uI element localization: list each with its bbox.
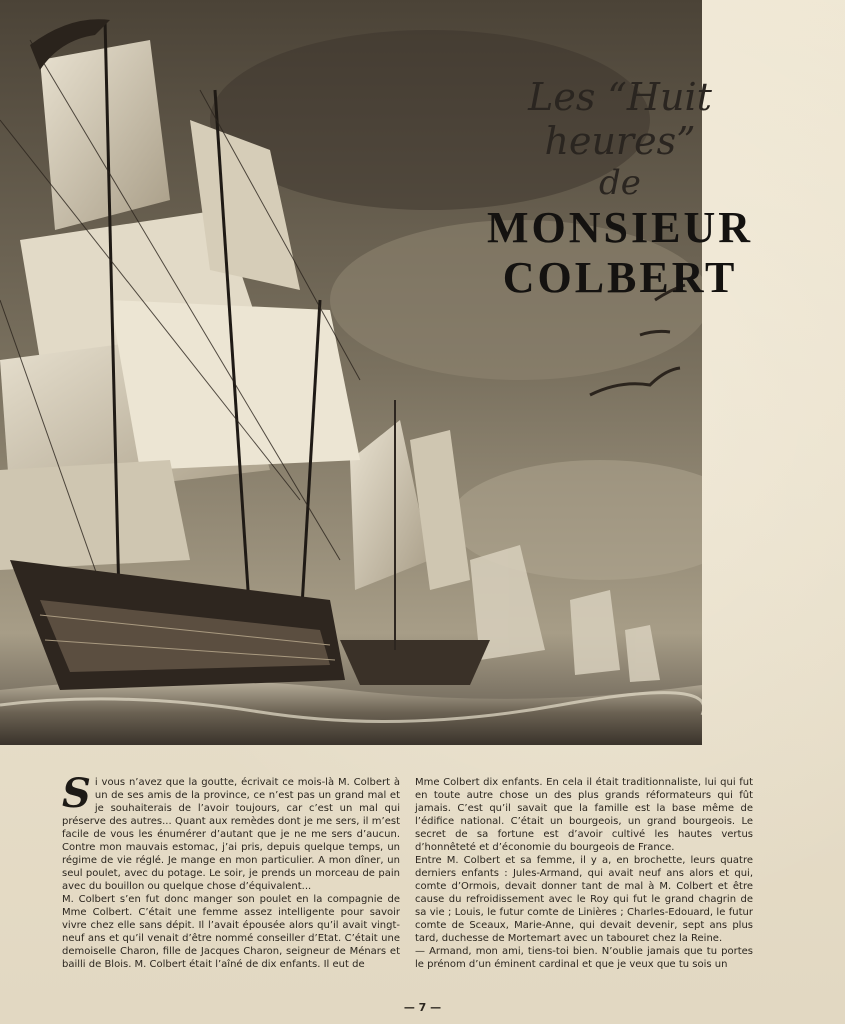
article-column-left — [62, 770, 400, 971]
paragraph: Mme Colbert dix enfants. En cela il était traditionnaliste, lui qui fut en toute autre chose un des plus grands réformateurs qui fût jamais. C’est qu’il savait que la famille est la base même de l’édifice national. C’était un bourgeois, un grand bourgeois. Le secret de sa fortune est d’avoir cultivé les hautes vertus d’honnêteté et d’économie du bourgeois de France. — [415, 777, 753, 853]
paragraph: Entre M. Colbert et sa femme, il y a, en brochette, leurs quatre derniers enfants : Jules-Armand, qui avait neuf ans alors et qui, comte d’Ormois, devait donner tant de mal à M. Colbert et être cause du refroidissement avec le Roy qui fut le grand chagrin de sa vie ; Louis, le futur comte de Linières ; Charles-Edouard, le futur comte de Sceaux, Marie-Anne, qui devait devenir, sept ans plus tard, duchesse de Mortemart avec un tabouret chez la Reine. — [415, 855, 753, 944]
drop-cap: S — [62, 770, 91, 817]
article-title — [470, 75, 770, 303]
page-number: — 7 — — [403, 1001, 442, 1014]
title-line-colbert: COLBERT — [502, 253, 738, 302]
title-line-monsieur: MONSIEUR — [486, 203, 754, 252]
paragraph: — Armand, mon ami, tiens-toi bien. N’oublie jamais que tu portes le prénom d’un éminent cardinal et que je veux que tu sois un — [415, 946, 753, 970]
title-line-huit-heures: Les “Huit heures” — [528, 75, 712, 163]
title-line-de: de — [599, 163, 641, 203]
paragraph: i vous n’avez que la goutte, écrivait ce mois-là M. Colbert à un de ses amis de la province, ce n’est pas un grand mal et je souhaiterais de l’avoir toujours, car c’est un mal qui préserve des autres... Quant aux remèdes dont je me sers, il m’est facile de vous les énumérer d’autant que je ne me sers d’aucun. Contre mon mauvais estomac, j’ai pris, depuis quelque temps, un régime de vie réglé. Je mange en mon particulier. A mon dîner, un seul poulet, avec du potage. Le soir, je prends un morceau de pain avec du bouillon ou quelque chose d’équivalent... — [62, 777, 400, 892]
article-column-right — [415, 776, 753, 971]
paragraph: M. Colbert s’en fut donc manger son poulet en la compagnie de Mme Colbert. C’était une femme assez intelligente pour savoir vivre chez elle sans dépit. Il l’avait épousée alors qu’il avait vingt-neuf ans et qu’il venait d’être nommé conseiller d’Etat. C’était une demoiselle Charon, fille de Jacques Charon, seigneur de Ménars et bailli de Blois. M. Colbert était l’aîné de dix enfants. Il eut de — [62, 894, 400, 970]
